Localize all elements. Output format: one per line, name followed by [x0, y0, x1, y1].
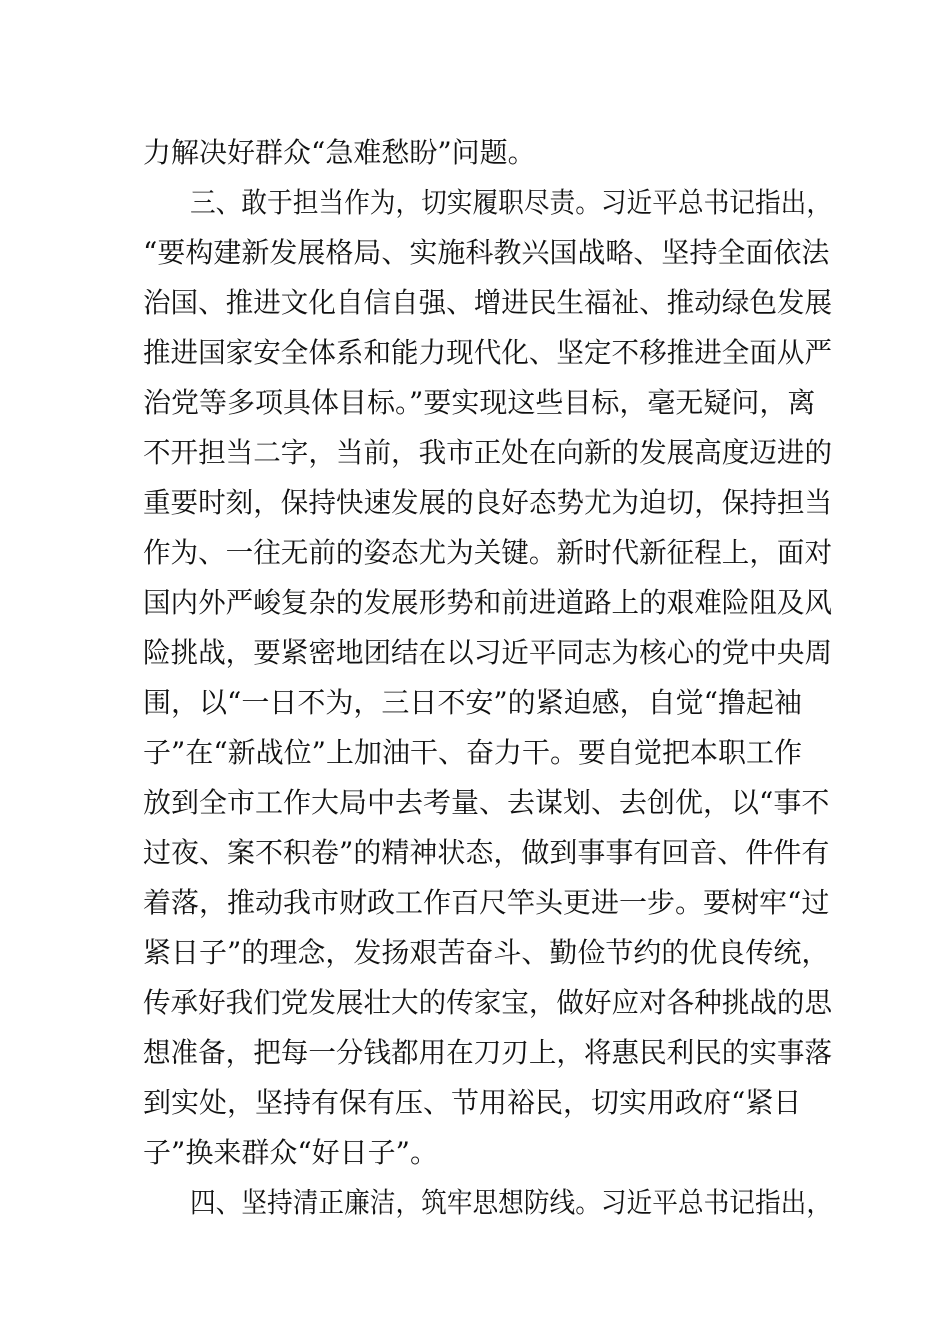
text-line: 紧日子”的理念，发扬艰苦奋斗、勤俭节约的优良传统，	[143, 936, 830, 969]
text-line: 不开担当二字，当前，我市正处在向新的发展高度迈进的	[143, 436, 833, 469]
text-line: 治国、推进文化自信自强、增进民生福祉、推动绿色发展	[143, 286, 833, 319]
text-line: “要构建新发展格局、实施科教兴国战略、坚持全面依法	[143, 236, 830, 269]
text-line: 子”换来群众“好日子”。	[143, 1136, 438, 1169]
paragraph-heading-3: 三、敢于担当作为，切实履职尽责。习近平总书记指出，	[190, 186, 833, 219]
text-line: 过夜、案不积卷”的精神状态，做到事事有回音、件件有	[143, 836, 830, 869]
text-line: 着落，推动我市财政工作百尺竿头更进一步。要树牢“过	[143, 886, 830, 919]
paragraph-heading-4: 四、坚持清正廉洁，筑牢思想防线。习近平总书记指出，	[190, 1186, 833, 1219]
text-line: 力解决好群众“急难愁盼”问题。	[143, 136, 536, 169]
text-line: 国内外严峻复杂的发展形势和前进道路上的艰难险阻及风	[143, 586, 833, 619]
text-line: 放到全市工作大局中去考量、去谋划、去创优，以“事不	[143, 786, 830, 819]
text-line: 想准备，把每一分钱都用在刀刃上，将惠民利民的实事落	[143, 1036, 833, 1069]
text-line: 到实处，坚持有保有压、节用裕民，切实用政府“紧日	[143, 1086, 802, 1119]
text-line: 重要时刻，保持快速发展的良好态势尤为迫切，保持担当	[143, 486, 833, 519]
text-line: 围，以“一日不为，三日不安”的紧迫感，自觉“撸起袖	[143, 686, 802, 719]
text-line: 推进国家安全体系和能力现代化、坚定不移推进全面从严	[143, 336, 833, 369]
text-line: 子”在“新战位”上加油干、奋力干。要自觉把本职工作	[143, 736, 802, 769]
text-line: 作为、一往无前的姿态尤为关键。新时代新征程上，面对	[143, 536, 833, 569]
text-line: 传承好我们党发展壮大的传家宝，做好应对各种挑战的思	[143, 986, 833, 1019]
text-line: 险挑战，要紧密地团结在以习近平同志为核心的党中央周	[143, 636, 833, 669]
text-line: 治党等多项具体目标。”要实现这些目标，毫无疑问，离	[143, 386, 816, 419]
